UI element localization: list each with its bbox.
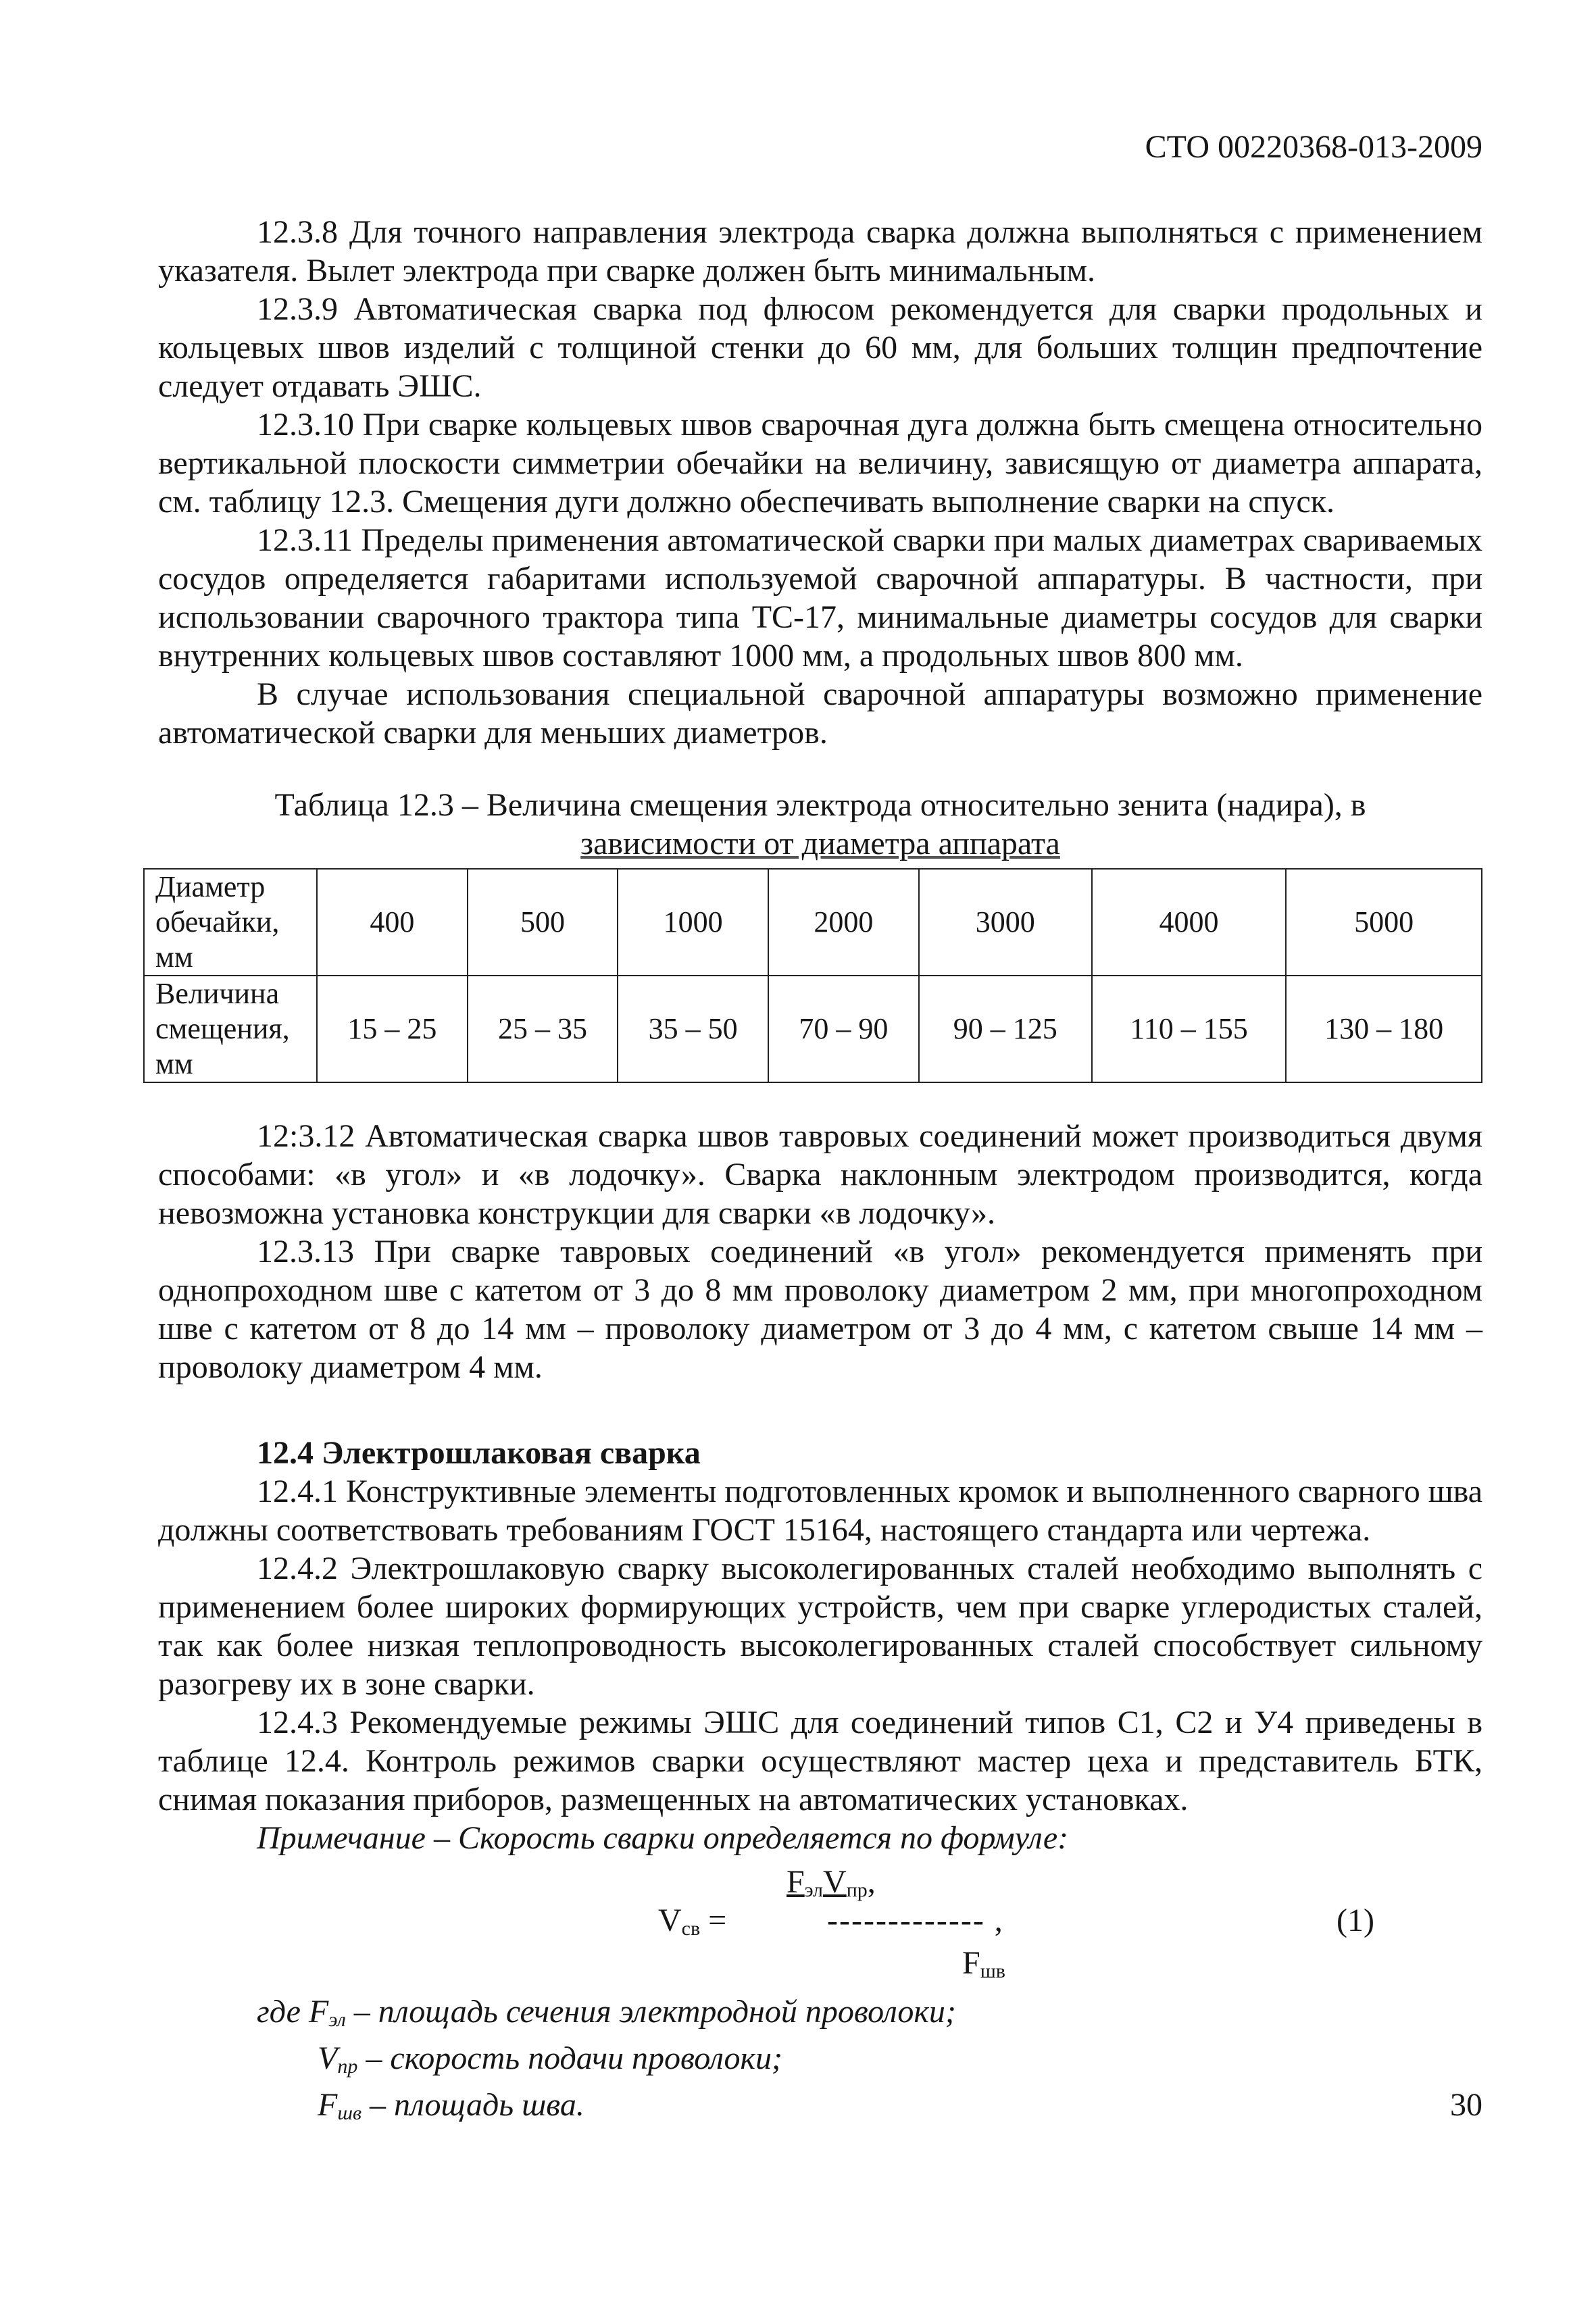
row-header-offset: Величина смещения, мм <box>144 976 317 1082</box>
offset-cell: 25 – 35 <box>468 976 618 1082</box>
table-caption <box>158 786 1482 863</box>
formula <box>158 1857 1482 1992</box>
legend2-prefix: V <box>318 2040 338 2076</box>
paragraph-12-3-10: 12.3.10 При сварке кольцевых швов сварочная дуга должна быть смещена относительно вертикальной плоскости симметрии обечайки на величину, зависящую от диаметра аппарата, см. таблицу 12.3. Смещения дуги должно обеспечивать выполнение сварки на спуск. <box>158 407 1482 520</box>
paragraph-12-4-1: 12.4.1 Конструктивные элементы подготовленных кромок и выполненного сварного шва должны соответствовать требованиям ГОСТ 15164, настоящего стандарта или чертежа. <box>158 1474 1482 1548</box>
formula-lhs-sub: св <box>681 1917 701 1940</box>
diameter-cell: 3000 <box>919 869 1092 976</box>
legend3-text: – площадь шва. <box>361 2087 584 2123</box>
table-caption-line-1: Таблица 12.3 – Величина смещения электрода относительно зенита (надира), в <box>274 787 1366 823</box>
formula-num-a-sub: эл <box>804 1879 824 1901</box>
legend3-sub: шв <box>337 2102 361 2124</box>
section-heading: 12.4 Электрошлаковая сварка <box>257 1435 701 1471</box>
formula-lhs <box>658 1901 726 1948</box>
legend-line-1 <box>158 1992 1482 2039</box>
offset-cell: 35 – 50 <box>618 976 768 1082</box>
formula-den-symbol: F <box>962 1945 980 1981</box>
diameter-cell: 1000 <box>618 869 768 976</box>
diameter-cell: 500 <box>468 869 618 976</box>
paragraph-12-4-2: 12.4.2 Электрошлаковую сварку высоколегированных сталей необходимо выполнять с применением более широких формирующих устройств, чем при сварке углеродистых сталей, так как более низкая теплопроводность высоколегированных сталей способствует сильному разогреву их в зоне сварки. <box>158 1551 1482 1702</box>
paragraph-12-3-9: 12.3.9 Автоматическая сварка под флюсом рекомендуется для сварки продольных и кольцевых швов изделий с толщиной стенки до 60 мм, для больших толщин предпочтение следует отдавать ЭШС. <box>158 291 1482 404</box>
formula-den-sub: шв <box>980 1960 1005 1982</box>
note-text: Примечание – Скорость сварки определяется по формуле: <box>257 1820 1069 1856</box>
table-row-diameter <box>144 869 1482 976</box>
page-number: 30 <box>1450 2087 1482 2123</box>
offset-cell: 15 – 25 <box>317 976 468 1082</box>
offset-cell: 130 – 180 <box>1286 976 1482 1082</box>
formula-num-a: F <box>787 1864 805 1900</box>
offset-cell: 110 – 155 <box>1092 976 1286 1082</box>
offset-cell: 90 – 125 <box>919 976 1092 1082</box>
paragraph-12-3-13: 12.3.13 При сварке тавровых соединений «в угол» рекомендуется применять при однопроходном шве с катетом от 3 до 8 мм проволоку диаметром 2 мм, при многопроходном шве с катетом от 8 до 14 мм – проволоку диаметром от 3 до 4 мм, с катетом свыше 14 мм – проволоку диаметром 4 мм. <box>158 1234 1482 1385</box>
legend3-prefix: F <box>318 2087 338 2123</box>
table-caption-line-2: зависимости от диаметра аппарата <box>580 826 1060 861</box>
paragraph-12-3-8: 12.3.8 Для точного направления электрода сварка должна выполняться с применением указателя. Вылет электрода при сварке должен быть минимальным. <box>158 214 1482 288</box>
paragraph-12-3-12: 12:3.12 Автоматическая сварка швов тавровых соединений может производиться двумя способами: «в угол» и «в лодочку». Сварка наклонным электродом производится, когда невозможна установка конструкции для сварки «в лодочку». <box>158 1118 1482 1231</box>
table-row-offset <box>144 976 1482 1082</box>
diameter-cell: 5000 <box>1286 869 1482 976</box>
document-code: СТО 00220368-013-2009 <box>1145 129 1482 165</box>
formula-fraction-bar: ------------- , <box>827 1903 1004 1938</box>
formula-num-b: V <box>823 1864 847 1900</box>
diameter-cell: 2000 <box>768 869 919 976</box>
formula-num-b-sub: пр <box>846 1879 868 1901</box>
diameter-cell: 4000 <box>1092 869 1286 976</box>
legend1-sub: эл <box>328 2009 346 2031</box>
formula-lhs-symbol: V <box>658 1903 682 1938</box>
formula-number: (1) <box>1337 1903 1374 1938</box>
page-content <box>155 213 1482 2132</box>
legend-line-3 <box>158 2086 1482 2132</box>
legend2-sub: пр <box>337 2055 358 2078</box>
paragraph-12-4-3: 12.4.3 Рекомендуемые режимы ЭШС для соединений типов С1, С2 и У4 приведены в таблице 12.4. Контроль режимов сварки осуществляют мастер цеха и представитель БТК, снимая показания приборов, размещенных на автоматических установках. <box>158 1705 1482 1817</box>
formula-equals: = <box>708 1903 727 1938</box>
formula-num-tail: , <box>867 1864 876 1900</box>
offset-cell: 70 – 90 <box>768 976 919 1082</box>
legend-line-2 <box>158 2039 1482 2086</box>
legend1-text: – площадь сечения электродной проволоки; <box>345 1994 956 2030</box>
paragraph-special-equipment: В случае использования специальной сварочной аппаратуры возможно применение автоматической сварки для меньших диаметров. <box>158 676 1482 751</box>
legend1-prefix: где F <box>257 1994 329 2030</box>
diameter-cell: 400 <box>317 869 468 976</box>
legend2-text: – скорость подачи проволоки; <box>357 2040 782 2076</box>
row-header-diameter: Диаметр обечайки, мм <box>144 869 317 976</box>
offset-table <box>143 868 1482 1083</box>
paragraph-12-3-11: 12.3.11 Пределы применения автоматической сварки при малых диаметрах свариваемых сосудов определяется габаритами используемой сварочной аппаратуры. В частности, при использовании сварочного трактора типа ТС-17, минимальные диаметры сосудов для сварки внутренних кольцевых швов составляют 1000 мм, а продольных швов 800 мм. <box>158 522 1482 674</box>
formula-denominator <box>962 1944 1005 1990</box>
